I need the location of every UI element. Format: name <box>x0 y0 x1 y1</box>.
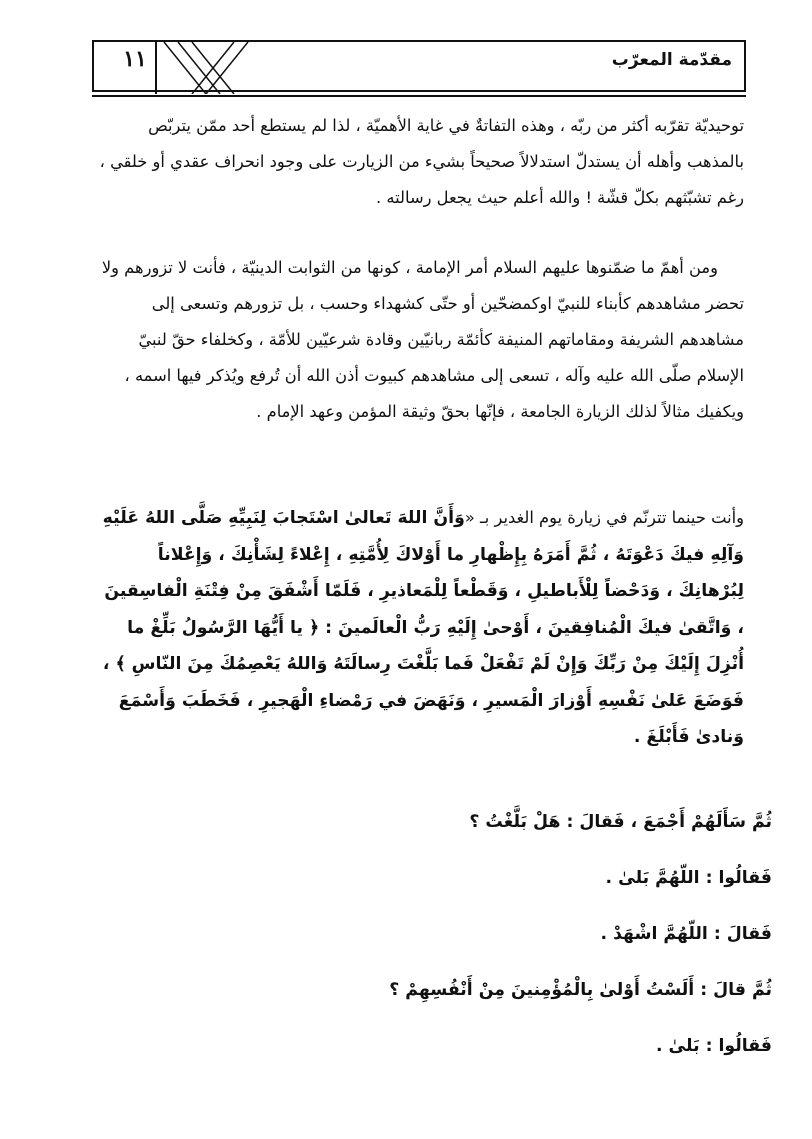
paragraph-2: ومن أهمّ ما ضمّنوها عليهم السلام أمر الإمامة ، كونها من الثوابت الدينيّة ، فأنت لا تزورهم ولا تحضر مشاهدهم كأبناء للنبيّ اوكمضحّين أو حتّى كشهداء وحسب ، بل تزورهم وتسعى إلى مشاهدهم الشريفة ومقاماتهم المنيفة كأئمّة ربانيّين وقادة شرعيّين للأمّة ، وكخلفاء حقّ لنبيّ الإسلام صلّى الله عليه وآله ، تسعى إلى مشاهدهم كبيوت أذن الله أن تُرفع ويُذكر فيها اسمه ، ويكفيك مثالاً لذلك الزيارة الجامعة ، فإنّها بحقّ وثيقة المؤمن وعهد الإمام . <box>101 258 744 421</box>
header-rule <box>92 95 746 97</box>
dialog-line-5: فَقالُوا : بَلىٰ . <box>655 1036 772 1056</box>
dialog-line-2: فَقالُوا : اللّهُمَّ بَلىٰ . <box>605 868 772 888</box>
dialog-line-1: ثُمَّ سَأَلَهُمْ أَجْمَعَ ، فَقالَ : هَلْ بَلَّغْتُ ؟ <box>469 812 772 832</box>
quote-text: وَأَنَّ اللهَ تَعالىٰ اسْتَجابَ لِنَبِيِّهِ صَلَّى اللهُ عَلَيْهِ وَآلِهِ فيكَ دَعْوَتَهُ ، ثُمَّ أَمَرَهُ بِإِظْهارِ ما أَوْلاكَ لِأُمَّتِهِ ، إِعْلاءً لِشَأْنِكَ ، وَإِعْلاناً لِبُرْهانِكَ ، وَدَحْضاً لِلْأَباطيلِ ، وَقَطْعاً لِلْمَعاذيرِ ، فَلَمّا أَشْفَقَ مِنْ فِتْنَةِ الْفاسِقينَ ، وَاتَّقىٰ فيكَ الْمُنافِقينَ ، أَوْحىٰ إِلَيْهِ رَبُّ الْعالَمينَ : ﴿ يا أَيُّهَا الرَّسُولُ بَلِّغْ ما أُنْزِلَ إِلَيْكَ مِنْ رَبِّكَ وَإِنْ لَمْ تَفْعَلْ فَما بَلَّغْتَ رِسالَتَهُ وَاللهُ يَعْصِمُكَ مِنَ النّاسِ ﴾ ، فَوَضَعَ عَلىٰ نَفْسِهِ أَوْزارَ الْمَسيرِ ، وَنَهَضَ في رَمْضاءِ الْهَجيرِ ، فَخَطَبَ وَأَسْمَعَ وَنادىٰ فَأَبْلَغَ . <box>102 508 744 747</box>
dialog-line-3: فَقالَ : اللّهُمَّ اشْهَدْ . <box>600 924 772 944</box>
quote-lead: وأنت حينما تترنّم في زيارة يوم الغدير بـ « <box>464 508 744 527</box>
dialog-line-4: ثُمَّ قالَ : أَلَسْتُ أَوْلىٰ بِالْمُؤْمِنينَ مِنْ أَنْفُسِهِمْ ؟ <box>389 980 772 1000</box>
ziyara-quote <box>92 500 744 756</box>
running-title: مقدّمة المعرّب <box>611 50 732 70</box>
page-number: ١١ <box>123 46 147 72</box>
paragraph-1: توحيديّة تقرّبه أكثر من ربّه ، وهذه التفاتةٌ في غاية الأهميّة ، لذا لم يستطع أحد ممّن يتربّص بالمذهب وأهله أن يستدلّ استدلالاً صحيحاً بشيء من الزيارت على وجود انحراف عقدي أو خلقي ، رغم تشبّثهم بكلّ قشّة ! والله أعلم حيث يجعل رسالته . <box>99 116 744 207</box>
page-header <box>92 40 746 92</box>
